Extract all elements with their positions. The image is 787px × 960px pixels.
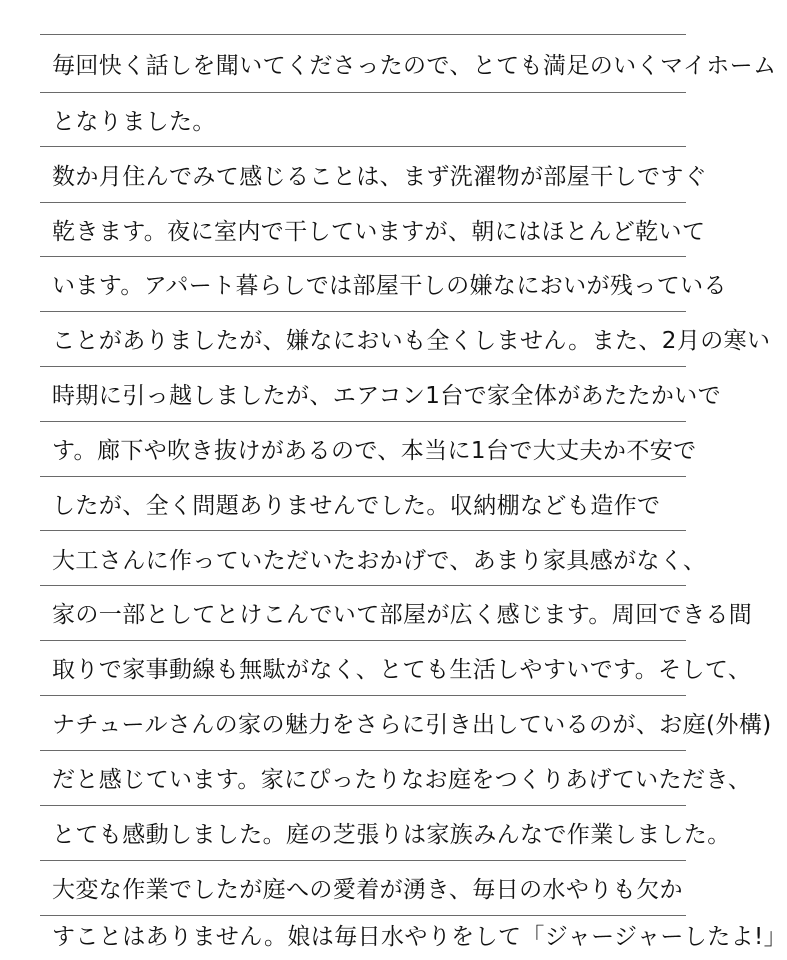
letter-line-6: ことがありましたが、嫌なにおいも全くしません。また、2月の寒い bbox=[52, 328, 771, 354]
ruled-line bbox=[40, 585, 686, 586]
letter-line-9: したが、全く問題ありませんでした。収納棚なども造作で bbox=[52, 493, 661, 519]
letter-line-5: います。アパート暮らしでは部屋干しの嫌なにおいが残っている bbox=[52, 273, 727, 299]
letter-line-10: 大工さんに作っていただいたおかげで、あまり家具感がなく、 bbox=[52, 548, 707, 574]
ruled-line bbox=[40, 476, 686, 477]
letter-line-14: だと感じています。家にぴったりなお庭をつくりあげていただき、 bbox=[52, 767, 752, 793]
ruled-line bbox=[40, 256, 686, 257]
letter-line-7: 時期に引っ越しましたが、エアコン1台で家全体があたたかいで bbox=[52, 383, 722, 409]
ruled-line bbox=[40, 530, 686, 531]
letter-line-2: となりました。 bbox=[52, 109, 216, 135]
ruled-line bbox=[40, 750, 686, 751]
letter-line-4: 乾きます。夜に室内で干していますが、朝にはほとんど乾いて bbox=[52, 219, 706, 245]
ruled-line bbox=[40, 366, 686, 367]
ruled-line bbox=[40, 311, 686, 312]
letter-line-17: すことはありません。娘は毎日水やりをして「ジャージャーしたよ!」 bbox=[52, 924, 787, 950]
letter-line-12: 取りで家事動線も無駄がなく、とても生活しやすいです。そして、 bbox=[52, 657, 752, 683]
ruled-line bbox=[40, 146, 686, 147]
letter-line-1: 毎回快く話しを聞いてくださったので、とても満足のいくマイホーム bbox=[52, 53, 777, 79]
ruled-line bbox=[40, 421, 686, 422]
letter-line-3: 数か月住んでみて感じることは、まず洗濯物が部屋干しですぐ bbox=[52, 164, 708, 190]
ruled-line bbox=[40, 34, 686, 35]
ruled-line bbox=[40, 92, 686, 93]
ruled-line bbox=[40, 640, 686, 641]
letter-line-13: ナチュールさんの家の魅力をさらに引き出しているのが、お庭(外構) bbox=[52, 712, 772, 738]
letter-line-15: とても感動しました。庭の芝張りは家族みんなで作業しました。 bbox=[52, 822, 731, 848]
ruled-line bbox=[40, 860, 686, 861]
letter-line-11: 家の一部としてとけこんでいて部屋が広く感じます。周回できる間 bbox=[52, 602, 753, 628]
ruled-line bbox=[40, 695, 686, 696]
ruled-line bbox=[40, 805, 686, 806]
ruled-line bbox=[40, 915, 686, 916]
letter-line-16: 大変な作業でしたが庭への愛着が湧き、毎日の水やりも欠か bbox=[52, 877, 683, 903]
letter-line-8: す。廊下や吹き抜けがあるので、本当に1台で大丈夫か不安で bbox=[52, 438, 697, 464]
ruled-line bbox=[40, 202, 686, 203]
